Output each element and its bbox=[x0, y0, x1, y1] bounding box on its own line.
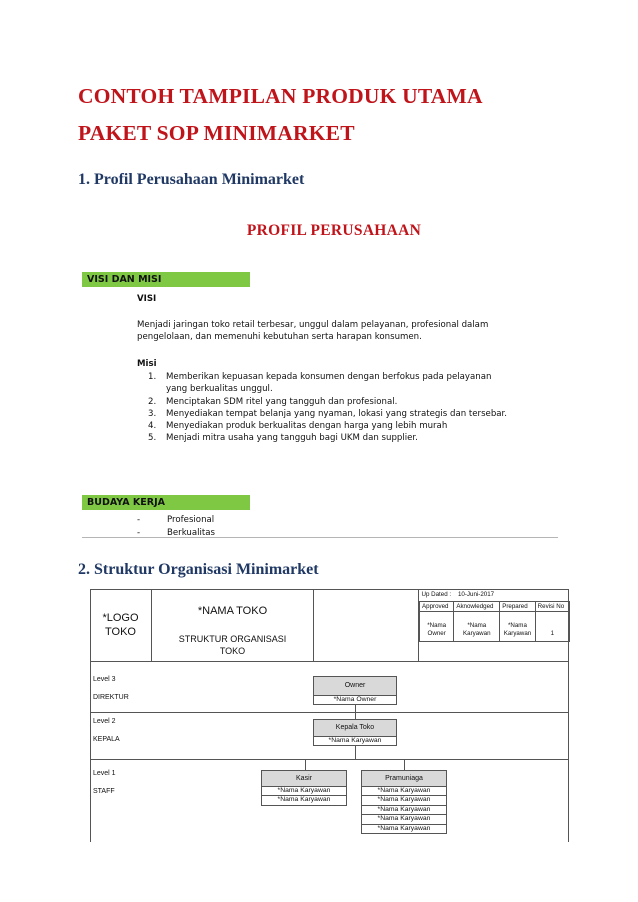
org-subtitle: STRUKTUR ORGANISASI TOKO bbox=[178, 634, 287, 656]
logo-placeholder: *LOGO TOKO bbox=[90, 589, 152, 661]
level-2-label: Level 2 bbox=[93, 718, 116, 725]
pramuniaga-name: *Nama Karyawan bbox=[362, 825, 446, 833]
list-item: - Berkualitas bbox=[137, 527, 216, 538]
visi-text: Menjadi jaringan toko retail terbesar, unggul dalam pelayanan, profesional dalam pengelolaan, dan memenuhi kebutuhan serta harapan konsumen. bbox=[137, 320, 489, 342]
nama-toko-cell bbox=[152, 589, 314, 661]
level-2-role: KEPALA bbox=[93, 736, 120, 743]
row-divider bbox=[90, 661, 569, 662]
signer-cell: *Nama Owner bbox=[420, 611, 454, 641]
list-item: 5. Menjadi mitra usaha yang tangguh bagi UKM dan supplier. bbox=[148, 433, 418, 444]
approval-table bbox=[418, 589, 569, 661]
list-item: 1. Memberikan kepuasan kepada konsumen dengan berfokus pada pelayanan yang berkualitas unggul. bbox=[148, 372, 492, 395]
level-3-label: Level 3 bbox=[93, 676, 116, 683]
level-3-role: DIREKTUR bbox=[93, 694, 129, 701]
pramuniaga-name: *Nama Karyawan bbox=[362, 787, 446, 796]
revisi-cell: 1 bbox=[535, 611, 569, 641]
main-title bbox=[78, 78, 578, 152]
connector bbox=[305, 759, 405, 760]
list-item: 3. Menyediakan tempat belanja yang nyaman, lokasi yang strategis dan tersebar. bbox=[148, 408, 508, 419]
connector bbox=[355, 704, 356, 719]
col-revisi: Revisi No bbox=[535, 601, 569, 611]
nama-toko: *NAMA TOKO bbox=[197, 605, 268, 617]
list-item: 4. Menyediakan produk berkualitas dengan harga yang lebih murah bbox=[148, 421, 448, 432]
misi-list bbox=[148, 371, 513, 445]
kasir-box: Kasir *Nama Karyawan *Nama Karyawan bbox=[261, 770, 347, 806]
owner-box: Owner *Nama Owner bbox=[313, 676, 397, 705]
kepala-toko-box: Kepala Toko *Nama Karyawan bbox=[313, 719, 397, 746]
budaya-kerja-bar: BUDAYA KERJA bbox=[82, 495, 250, 510]
main-title-line2: PAKET SOP MINIMARKET bbox=[78, 121, 355, 145]
main-title-line1: CONTOH TAMPILAN PRODUK UTAMA bbox=[78, 84, 483, 108]
col-aknowledged: Aknowledged bbox=[454, 601, 500, 611]
section-heading-profil: 1. Profil Perusahaan Minimarket bbox=[78, 171, 305, 188]
budaya-list bbox=[137, 514, 215, 539]
connector bbox=[355, 745, 356, 759]
pramuniaga-name: *Nama Karyawan bbox=[362, 806, 446, 815]
kasir-name: *Nama Karyawan bbox=[262, 796, 346, 804]
connector bbox=[305, 759, 306, 770]
signer-cell: *Nama Karyawan bbox=[454, 611, 500, 641]
row-divider bbox=[90, 712, 569, 713]
owner-name: *Nama Owner bbox=[314, 696, 396, 704]
col-prepared: Prepared bbox=[500, 601, 535, 611]
pramuniaga-name: *Nama Karyawan bbox=[362, 815, 446, 824]
connector bbox=[404, 759, 405, 770]
profil-perusahaan-title: PROFIL PERUSAHAAN bbox=[246, 222, 422, 239]
visi-misi-bar: VISI DAN MISI bbox=[82, 272, 250, 287]
signer-cell: *Nama Karyawan bbox=[500, 611, 535, 641]
up-dated: Up Dated : 10-Juni-2017 bbox=[420, 589, 570, 601]
pramuniaga-name: *Nama Karyawan bbox=[362, 796, 446, 805]
level-1-label: Level 1 bbox=[93, 770, 116, 777]
col-approved: Approved bbox=[420, 601, 454, 611]
list-item: - Profesional bbox=[137, 515, 215, 525]
org-chart bbox=[90, 589, 569, 842]
divider bbox=[82, 537, 558, 538]
list-item: 2. Menciptakan SDM ritel yang tangguh dan profesional. bbox=[148, 396, 398, 407]
section-heading-struktur: 2. Struktur Organisasi Minimarket bbox=[78, 561, 319, 578]
kepala-name: *Nama Karyawan bbox=[314, 737, 396, 745]
level-1-role: STAFF bbox=[93, 788, 115, 795]
misi-label: Misi bbox=[137, 359, 157, 369]
pramuniaga-box: Pramuniaga *Nama Karyawan *Nama Karyawan *Nama Karyawan *Nama Karyawan *Nama Karyawan bbox=[361, 770, 447, 834]
visi-label: VISI bbox=[137, 294, 157, 304]
kasir-name: *Nama Karyawan bbox=[262, 787, 346, 796]
